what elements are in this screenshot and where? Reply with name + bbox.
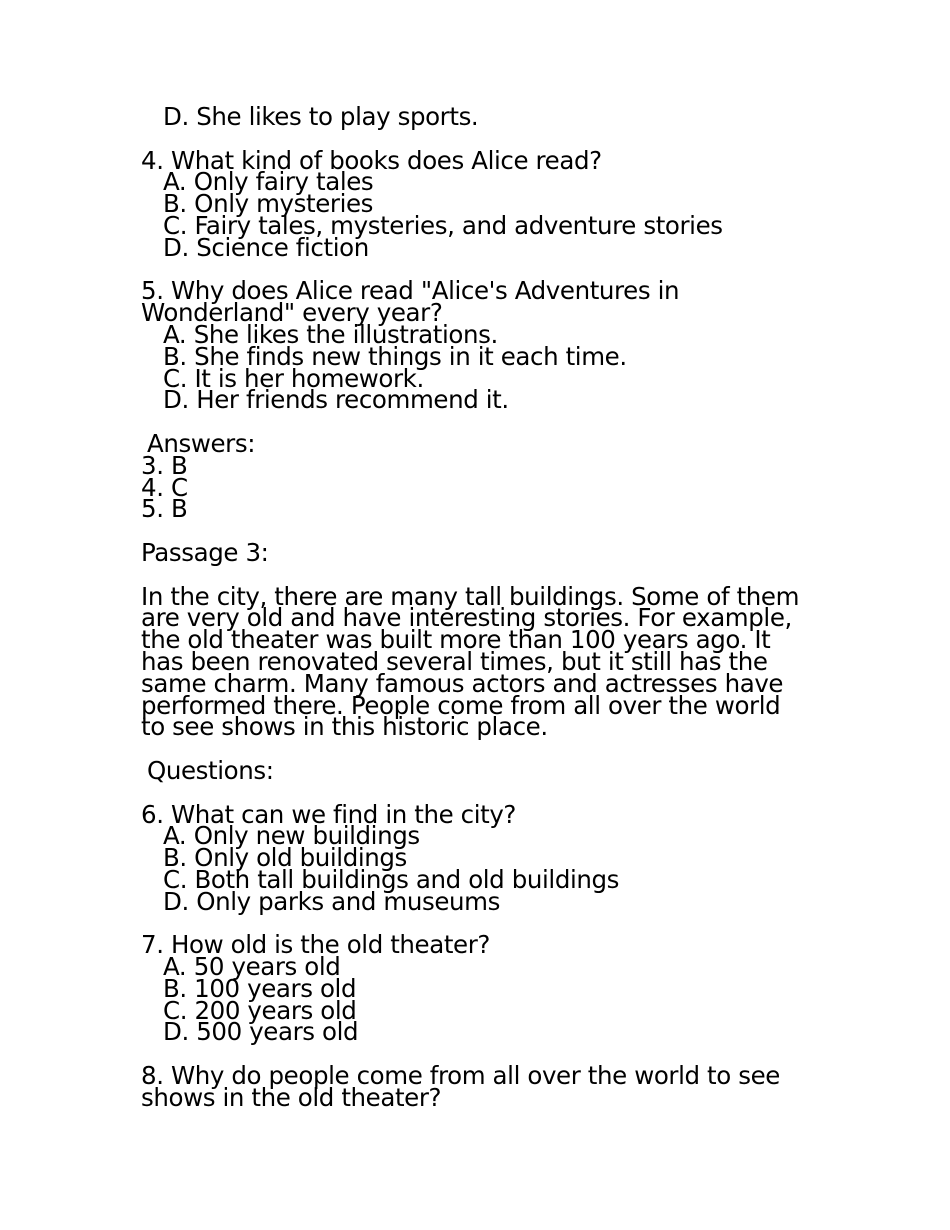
q8-question-line-2: shows in the old theater? bbox=[141, 1082, 442, 1112]
q7-question: 7. How old is the old theater? bbox=[141, 930, 491, 960]
q5-option-c: C. It is her homework. bbox=[163, 363, 424, 393]
passage-3-line: In the city, there are many tall buildings. Some of them bbox=[141, 581, 800, 611]
q7-option-b: B. 100 years old bbox=[163, 973, 357, 1003]
passage-3-line: are very old and have interesting stories. For example, bbox=[141, 603, 792, 633]
passage-3-line: the old theater was built more than 100 years ago. It bbox=[141, 625, 771, 655]
q4-option-d: D. Science fiction bbox=[163, 232, 369, 262]
q6-option-c: C. Both tall buildings and old buildings bbox=[163, 864, 620, 894]
q5-option-a: A. She likes the illustrations. bbox=[163, 319, 498, 349]
passage-3-heading: Passage 3: bbox=[141, 537, 269, 567]
q4-option-b: B. Only mysteries bbox=[163, 189, 374, 219]
q5-option-d: D. Her friends recommend it. bbox=[163, 385, 509, 415]
q7-option-d: D. 500 years old bbox=[163, 1017, 359, 1047]
q6-option-d: D. Only parks and museums bbox=[163, 886, 500, 916]
q7-option-c: C. 200 years old bbox=[163, 995, 357, 1025]
document-page bbox=[141, 102, 811, 1112]
q5-question-line-1: 5. Why does Alice read "Alice's Adventures in bbox=[141, 276, 680, 306]
passage-3-line: same charm. Many famous actors and actresses have bbox=[141, 668, 784, 698]
answer-item: 4. C bbox=[141, 472, 188, 502]
answer-item: 3. B bbox=[141, 450, 188, 480]
q5-option-b: B. She finds new things in it each time. bbox=[163, 341, 627, 371]
q3-option-d: D. She likes to play sports. bbox=[163, 102, 479, 131]
passage-3-line: to see shows in this historic place. bbox=[141, 712, 548, 742]
q4-option-c: C. Fairy tales, mysteries, and adventure stories bbox=[163, 210, 723, 240]
passage-3-line: performed there. People come from all over the world bbox=[141, 690, 781, 720]
answers-heading: Answers: bbox=[147, 428, 256, 458]
answer-item: 5. B bbox=[141, 494, 188, 524]
passage-3-line: has been renovated several times, but it still has the bbox=[141, 646, 768, 676]
q5-question-line-2: Wonderland" every year? bbox=[141, 298, 443, 328]
q6-option-a: A. Only new buildings bbox=[163, 821, 420, 851]
q4-question: 4. What kind of books does Alice read? bbox=[141, 145, 602, 175]
q6-option-b: B. Only old buildings bbox=[163, 843, 407, 873]
q4-option-a: A. Only fairy tales bbox=[163, 167, 374, 197]
q7-option-a: A. 50 years old bbox=[163, 952, 341, 982]
questions-heading: Questions: bbox=[147, 755, 274, 785]
q6-question: 6. What can we find in the city? bbox=[141, 799, 517, 829]
q8-question-line-1: 8. Why do people come from all over the world to see bbox=[141, 1061, 780, 1091]
